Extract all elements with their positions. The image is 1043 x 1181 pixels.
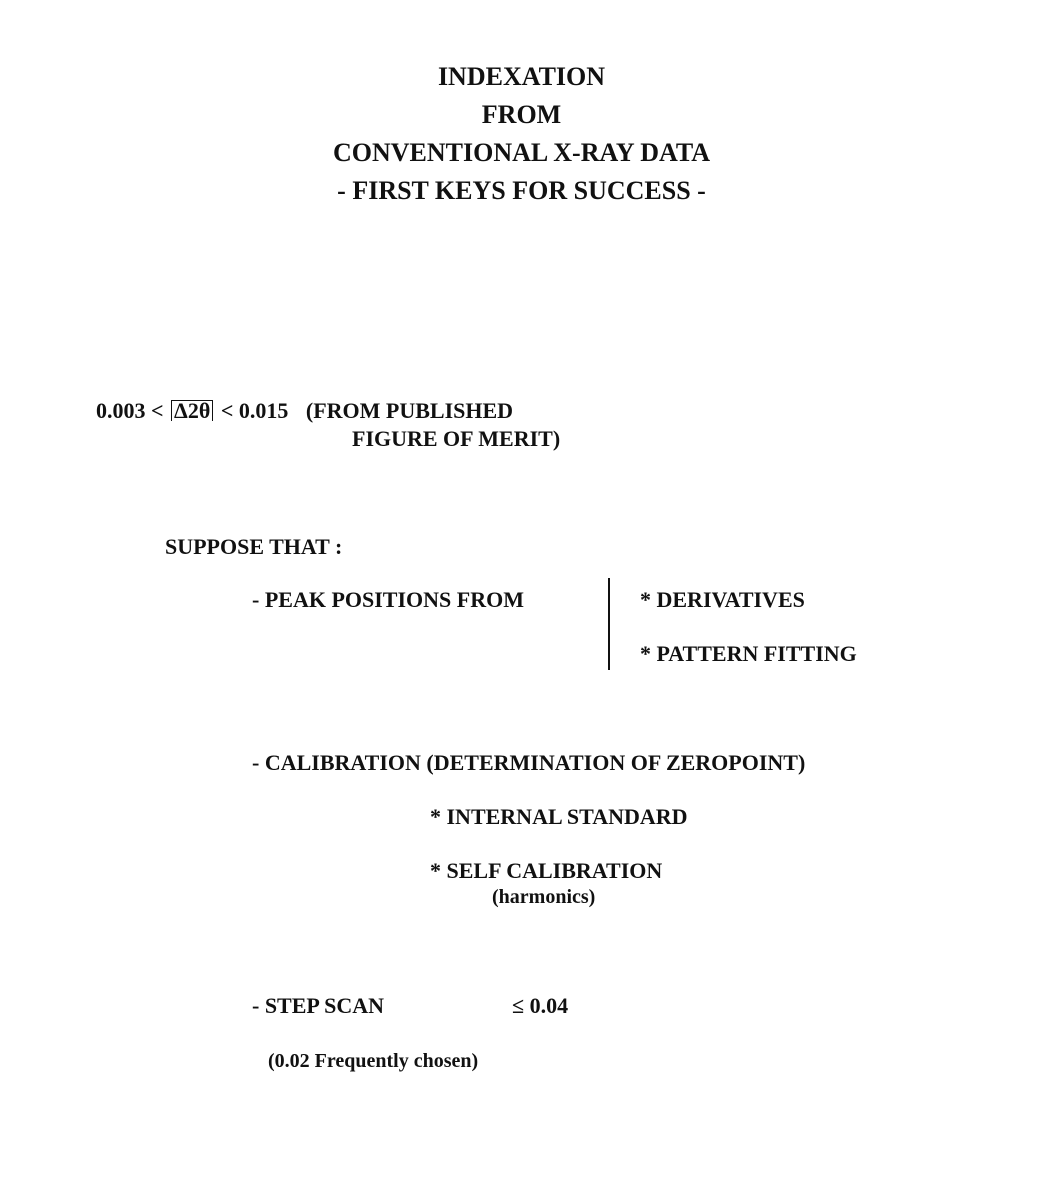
title-line-4: - FIRST KEYS FOR SUCCESS -	[337, 176, 706, 205]
title-line-1: INDEXATION	[437, 62, 606, 91]
suppose-heading: SUPPOSE THAT :	[165, 534, 343, 559]
step-scan-note: (0.02 Frequently chosen)	[268, 1050, 479, 1072]
merit-lower-bound: 0.003 <	[96, 398, 164, 423]
calibration-internal-standard: * INTERNAL STANDARD	[430, 804, 688, 829]
options-divider	[608, 578, 610, 670]
peak-option-derivatives: * DERIVATIVES	[640, 587, 805, 612]
calibration-label: - CALIBRATION (DETERMINATION OF ZEROPOINT)	[252, 750, 806, 775]
document-title	[0, 58, 1043, 210]
merit-note-line-2: FIGURE OF MERIT)	[352, 426, 561, 451]
title-line-2: FROM	[481, 100, 562, 129]
calibration-self-calibration: * SELF CALIBRATION	[430, 858, 663, 883]
peak-option-pattern-fitting: * PATTERN FITTING	[640, 641, 857, 666]
peak-positions-label: - PEAK POSITIONS FROM	[252, 587, 524, 612]
title-line-3: CONVENTIONAL X-RAY DATA	[332, 138, 711, 167]
merit-note-line-1: (FROM PUBLISHED	[305, 398, 514, 423]
step-scan-label: - STEP SCAN	[252, 993, 385, 1018]
merit-upper-bound: < 0.015	[220, 398, 289, 423]
step-scan-value: ≤ 0.04	[512, 993, 569, 1018]
figure-of-merit-range	[96, 398, 513, 424]
delta-two-theta-symbol: Δ2θ	[171, 400, 213, 421]
calibration-harmonics-note: (harmonics)	[492, 886, 596, 908]
